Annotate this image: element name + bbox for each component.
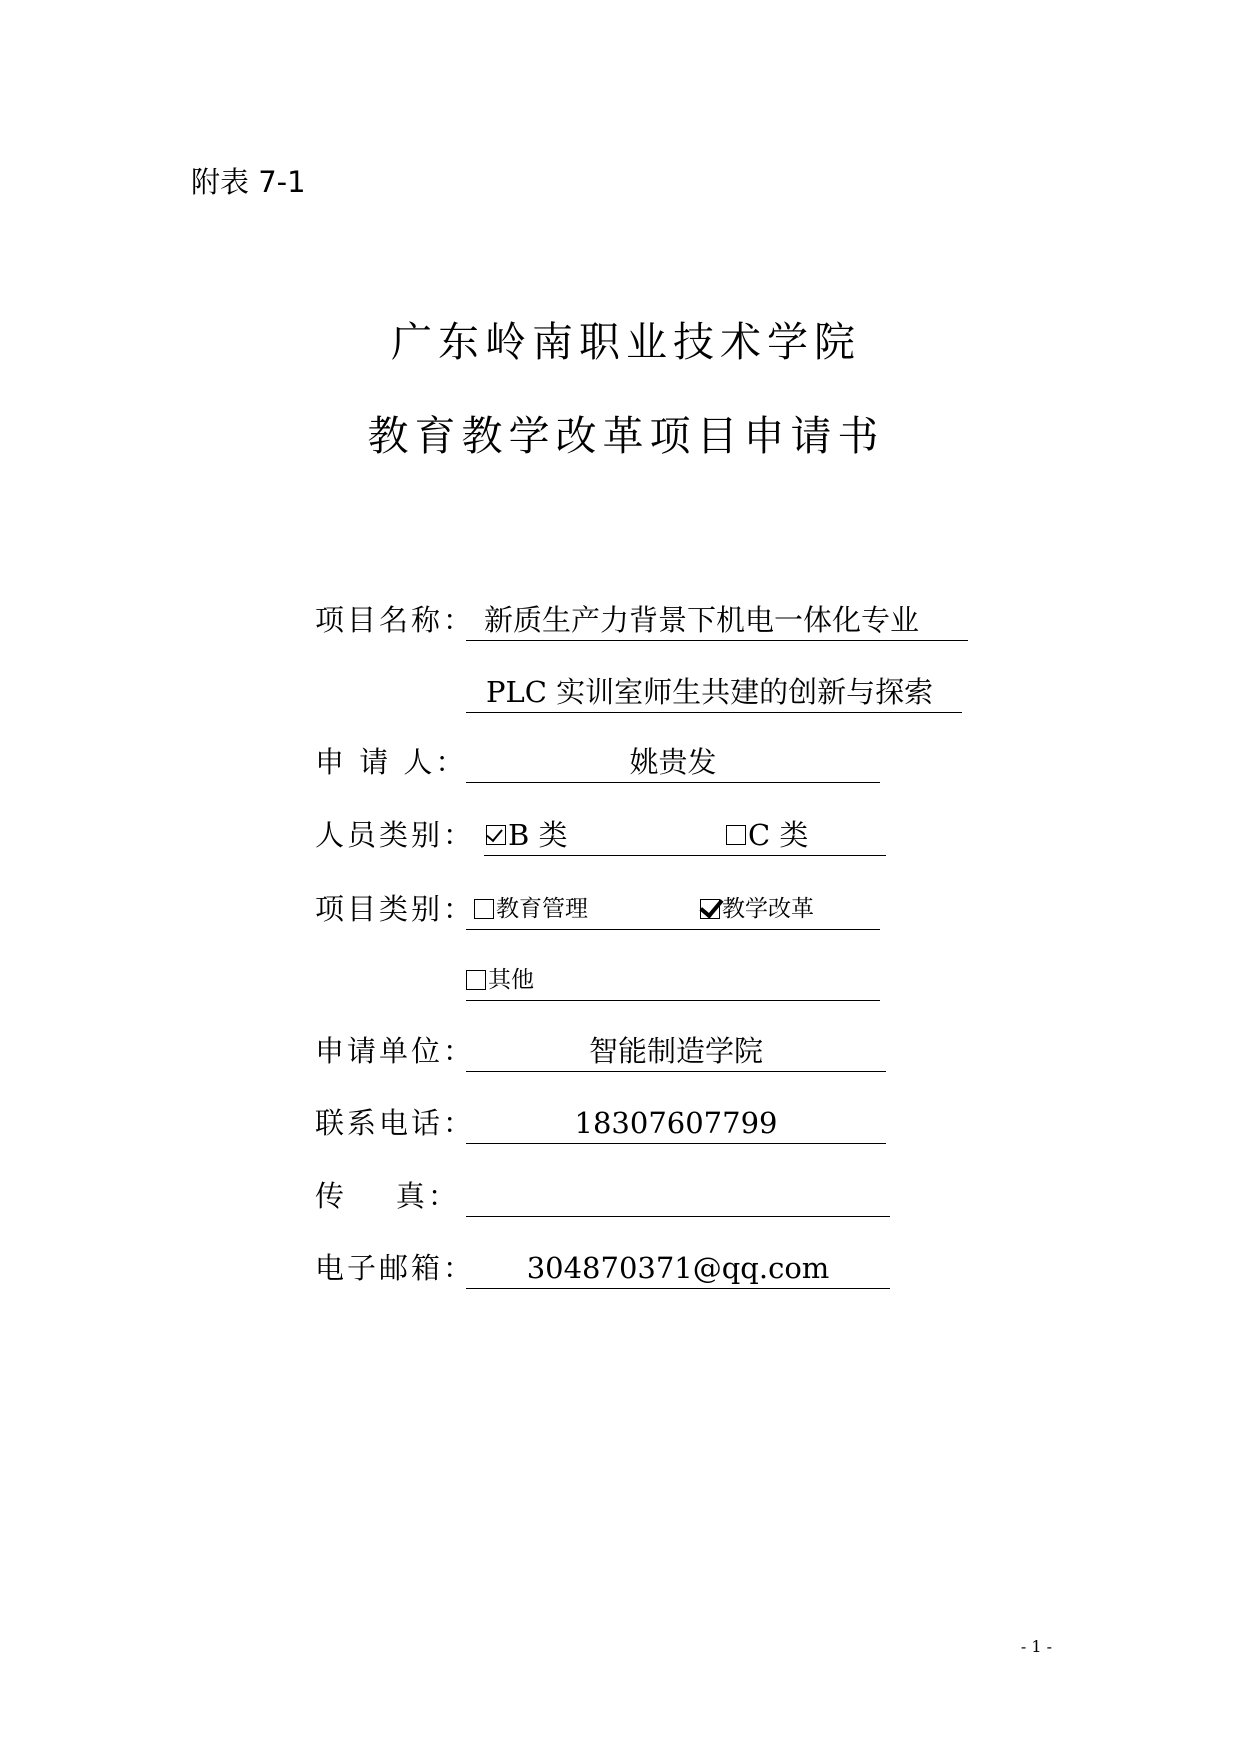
project-name-label: 项目名称：: [315, 603, 476, 637]
heavy-checkmark-checkbox-icon[interactable]: [700, 899, 720, 919]
project-category-field: [466, 889, 880, 930]
applicant-unit-value: 智能制造学院: [588, 1034, 763, 1068]
page-number: - 1 -: [1020, 1637, 1052, 1656]
option-teaching-reform[interactable]: [700, 889, 814, 929]
project-name-line1[interactable]: [466, 600, 968, 641]
applicant-unit-field[interactable]: [466, 1031, 886, 1072]
empty-checkbox-icon[interactable]: [726, 825, 746, 845]
applicant-value: 姚贵发: [629, 745, 717, 779]
option-b-class[interactable]: [486, 815, 568, 855]
option-other[interactable]: [466, 960, 534, 1000]
option-education-management[interactable]: [474, 889, 588, 929]
option-c-class-label: C 类: [748, 818, 809, 852]
project-category-field-2: [466, 960, 880, 1001]
option-b-class-label: B 类: [508, 818, 568, 852]
personnel-category-field: [484, 815, 886, 856]
institution-title: 广东岭南职业技术学院: [391, 318, 861, 366]
project-name-line2[interactable]: [466, 672, 962, 713]
empty-checkbox-icon[interactable]: [474, 899, 494, 919]
appendix-label: 附表 7-1: [191, 165, 306, 199]
project-category-label: 项目类别：: [315, 892, 476, 926]
applicant-label: 申 请 人：: [315, 745, 468, 779]
phone-field[interactable]: [466, 1103, 886, 1144]
project-name-value-1: 新质生产力背景下机电一体化专业: [484, 603, 920, 637]
option-education-management-label: 教育管理: [496, 896, 588, 922]
personnel-category-label: 人员类别：: [315, 818, 476, 852]
fax-label: 传 真：: [315, 1179, 460, 1213]
empty-checkbox-icon[interactable]: [466, 970, 486, 990]
project-name-value-2: PLC 实训室师生共建的创新与探索: [486, 675, 934, 709]
document-title: 教育教学改革项目申请书: [367, 412, 885, 460]
option-teaching-reform-label: 教学改革: [722, 896, 814, 922]
email-value: 304870371@qq.com: [526, 1251, 830, 1285]
phone-label: 联系电话：: [315, 1106, 476, 1140]
checked-checkbox-icon[interactable]: [486, 825, 506, 845]
phone-value: 18307607799: [574, 1106, 778, 1140]
applicant-unit-label: 申请单位：: [315, 1034, 476, 1068]
option-c-class[interactable]: [726, 815, 808, 855]
email-label: 电子邮箱：: [315, 1251, 476, 1285]
fax-field[interactable]: [466, 1176, 890, 1217]
applicant-field[interactable]: [466, 742, 880, 783]
option-other-label: 其他: [488, 967, 534, 993]
email-field[interactable]: [466, 1248, 890, 1289]
